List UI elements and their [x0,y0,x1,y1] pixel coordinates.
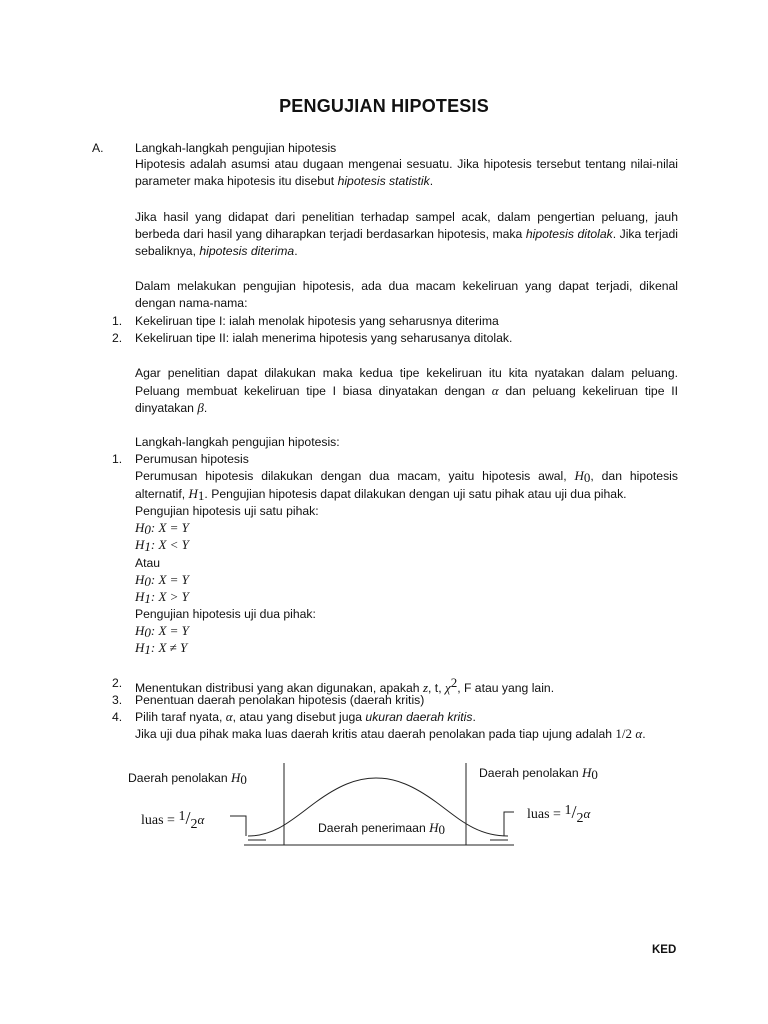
chi-symbol: χ [444,680,451,695]
section-heading: Langkah-langkah pengujian hipotesis [135,141,337,155]
text: Daerah penolakan [479,766,582,780]
right-area-label: luas = 1/2α [527,802,591,826]
text: . [429,174,434,188]
steps-heading: Langkah-langkah pengujian hipotesis: [135,435,340,449]
h-symbol: H [582,765,592,780]
step-1-title: Perumusan hipotesis [135,452,249,466]
beta-symbol: β [197,400,204,415]
h-symbol: H [188,486,198,501]
h-symbol: H [135,537,145,552]
h-symbol: H [574,468,584,483]
text: Pilih taraf nyata, [135,710,226,724]
text: . [203,401,208,415]
text: dinyatakan [135,401,198,415]
two-sided-heading: Pengujian hipotesis uji dua pihak: [135,607,316,621]
text: luas = [527,807,565,822]
text: alternatif, [135,487,189,501]
subscript: 0 [591,767,598,782]
text: sebaliknya, [135,244,200,258]
step-number: 3. [112,693,123,707]
text: . Pengujian hipotesis dapat dilakukan dengan uji satu pihak atau uji dua pihak. [204,487,627,501]
numerator: 1 [564,803,572,818]
paragraph-4-line-1: Agar penelitian dapat dilakukan maka kedua tipe kekeliruan itu kita nyatakan dalam peluang. [135,366,678,380]
subscript: 1 [197,488,205,503]
equation: : X = Y [150,520,189,535]
text: Jika uji dua pihak maka luas daerah kritis atau daerah penolakan pada tiap ujung adalah [135,727,616,741]
one-sided-heading: Pengujian hipotesis uji satu pihak: [135,504,319,518]
text: dan peluang kekeliruan tipe II [498,384,678,398]
equation: : X = Y [150,572,189,587]
text: . [472,710,476,724]
text: luas = [141,813,179,828]
step-number: 1. [112,452,123,466]
text: , t, [428,681,445,695]
term-hipotesis-diterima: hipotesis diterima [199,244,295,258]
step-number: 4. [112,710,123,724]
h-symbol: H [135,589,145,604]
text: Perumusan hipotesis dilakukan dengan dua macam, yaitu hipotesis awal, [135,469,575,483]
denominator: 2 [190,817,198,832]
text: , atau yang disebut juga [232,710,366,724]
h-symbol: H [135,520,145,535]
z-symbol: z [422,680,429,695]
text: parameter maka hipotesis itu disebut [135,174,338,188]
h-symbol: H [135,572,145,587]
subscript: 1 [144,642,151,657]
text: . [294,244,298,258]
h-symbol: H [231,770,241,785]
text: . [642,727,646,741]
text: Daerah penerimaan [318,821,430,835]
subscript: 0 [583,470,591,485]
footer-initials: KED [652,944,677,956]
paragraph-1-line-1: Hipotesis adalah asumsi atau dugaan mengenai sesuatu. Jika hipotesis tersebut tentang nilai-nilai [135,157,678,171]
alpha-symbol: α [197,812,205,827]
alpha-symbol: α [635,726,643,741]
subscript: 0 [144,625,151,640]
text: Daerah penolakan [128,771,231,785]
text: . Jika terjadi [612,227,678,241]
text: Menentukan distribusi yang akan digunakan, apakah [135,681,423,695]
subscript: 1 [144,539,151,554]
term-hipotesis-statistik: hipotesis statistik [337,174,430,188]
left-area-label: luas = 1/2α [141,808,205,832]
step-3: Penentuan daerah penolakan hipotesis (daerah kritis) [135,693,425,707]
h-symbol: H [135,623,145,638]
term-hipotesis-ditolak: hipotesis ditolak [525,227,613,241]
alpha-symbol: α [491,383,499,398]
atau-label: Atau [135,556,161,570]
term-ukuran-daerah-kritis: ukuran daerah kritis [365,710,473,724]
right-pointer-line [504,812,514,836]
right-rejection-label [479,765,598,783]
alpha-symbol: α [583,806,591,821]
h-symbol: H [429,820,439,835]
subscript: 1 [144,591,151,606]
superscript: 2 [450,675,458,690]
paragraph-2-line-1: Jika hasil yang didapat dari penelitian terhadap sampel acak, dalam pengertian peluang, jauh [135,210,678,224]
alpha-symbol: α [225,709,233,724]
text: Peluang membuat kekeliruan tipe I biasa dinyatakan dengan [135,384,492,398]
text: , dan hipotesis [590,469,678,483]
denominator: 2 [576,811,584,826]
paragraph-3-line-1: Dalam melakukan pengujian hipotesis, ada dua macam kekeliruan yang dapat terjadi, dikenal [135,279,678,293]
step-number: 2. [112,676,123,690]
error-item-number: 2. [112,331,123,345]
equation: : X < Y [150,537,189,552]
text: , F atau yang lain. [457,681,555,695]
error-item: Kekeliruan tipe I: ialah menolak hipotesis yang seharusnya diterima [135,314,499,328]
subscript: 0 [144,522,151,537]
h-symbol: H [135,640,145,655]
half-fraction: 1/2 [615,726,633,741]
left-pointer-line [230,816,246,836]
left-rejection-label [128,770,247,788]
text: berbeda dari hasil yang diharapkan terjadi berdasarkan hipotesis, maka [135,227,526,241]
error-item-number: 1. [112,314,123,328]
subscript: 0 [438,822,446,837]
equation: : X > Y [150,589,189,604]
section-marker: A. [92,141,104,155]
subscript: 0 [240,772,247,787]
error-item: Kekeliruan tipe II: ialah menerima hipotesis yang seharusanya ditolak. [135,331,513,345]
numerator: 1 [178,809,186,824]
subscript: 0 [144,574,151,589]
page-title: PENGUJIAN HIPOTESIS [279,96,489,116]
equation: : X ≠ Y [150,640,188,655]
paragraph-3-line-2: dengan nama-nama: [135,296,248,310]
acceptance-label [318,820,445,838]
equation: : X = Y [150,623,189,638]
